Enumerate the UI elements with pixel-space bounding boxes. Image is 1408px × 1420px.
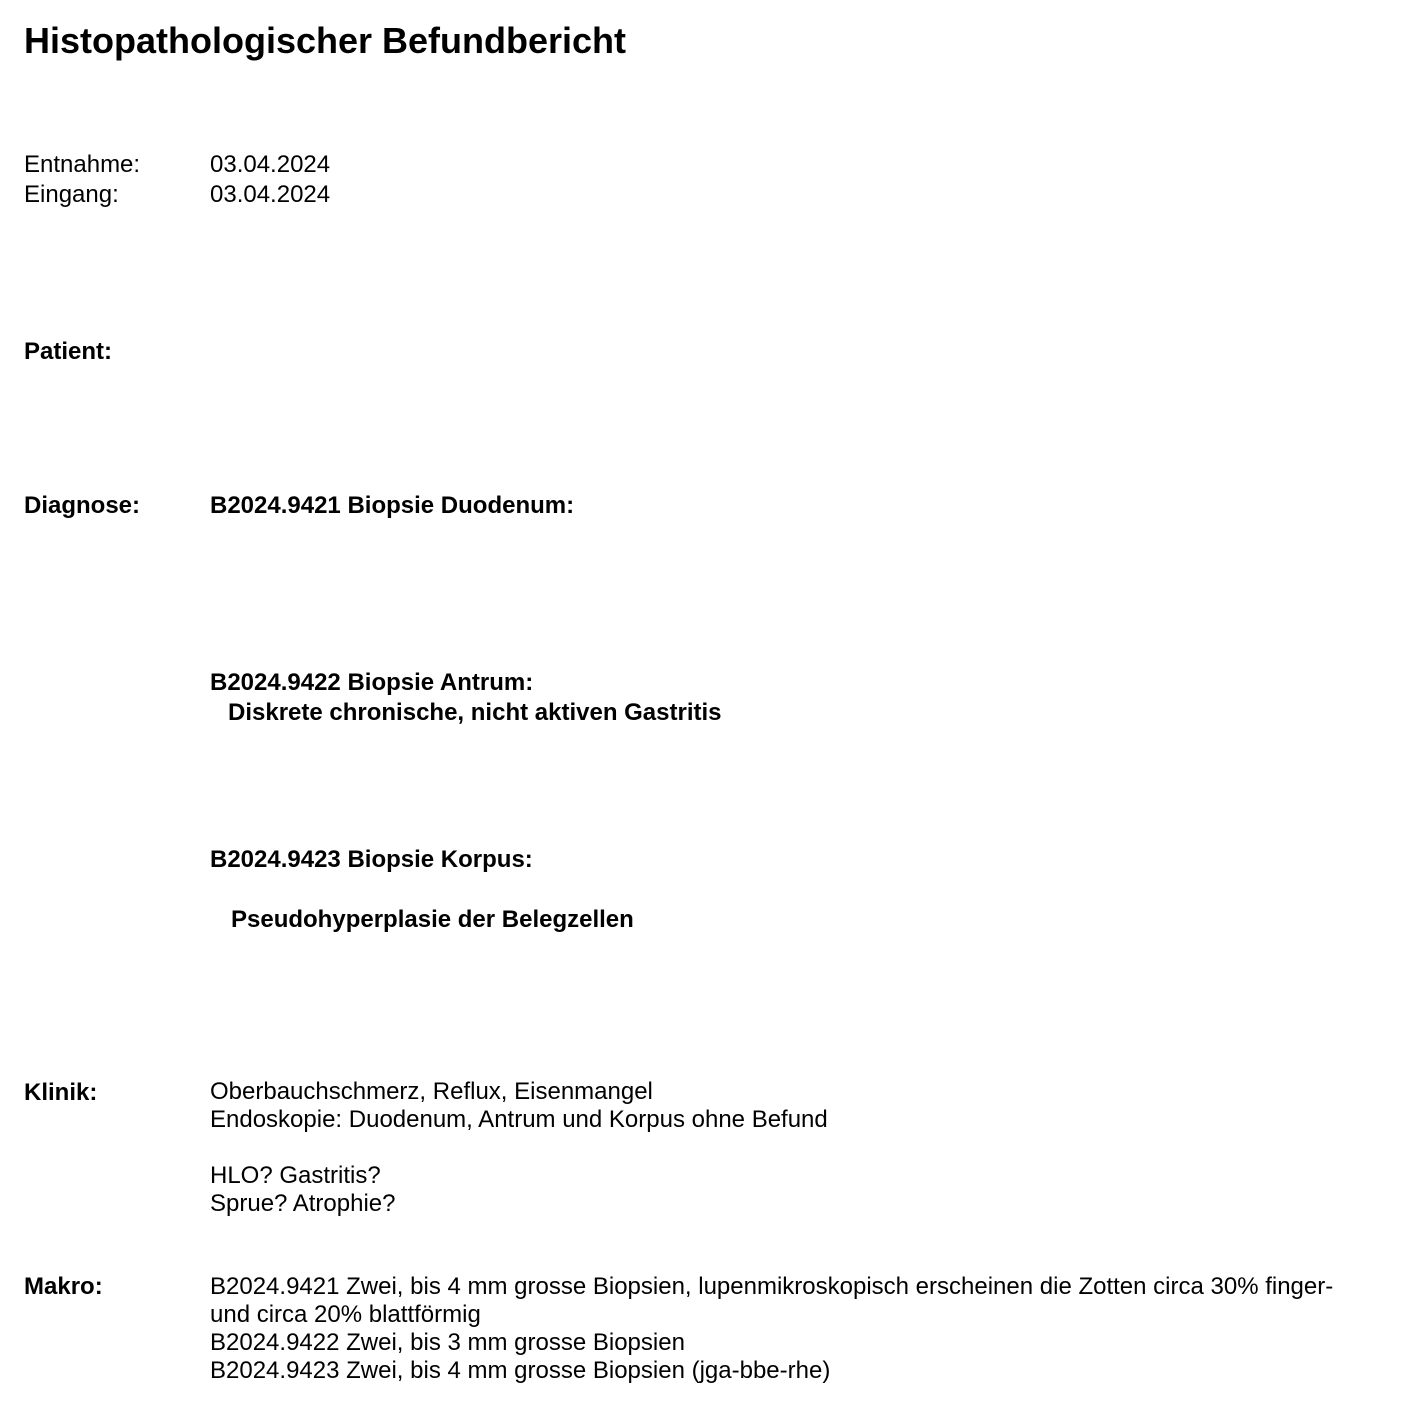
makro-line: B2024.9423 Zwei, bis 4 mm grosse Biopsien (jga-bbe-rhe) — [210, 1357, 831, 1384]
klinik-line: Endoskopie: Duodenum, Antrum und Korpus ohne Befund — [210, 1106, 828, 1133]
makro-line: und circa 20% blattförmig — [210, 1301, 481, 1328]
entnahme-value: 03.04.2024 — [210, 151, 331, 178]
diagnose-heading-korpus: B2024.9423 Biopsie Korpus: — [210, 846, 533, 873]
klinik-line: Oberbauchschmerz, Reflux, Eisenmangel — [210, 1078, 653, 1105]
diagnose-text-korpus: Pseudohyperplasie der Belegzellen — [231, 906, 634, 933]
makro-line: B2024.9422 Zwei, bis 3 mm grosse Biopsien — [210, 1329, 685, 1356]
eingang-label: Eingang: — [24, 181, 119, 208]
klinik-line: Sprue? Atrophie? — [210, 1190, 396, 1217]
diagnose-heading-duodenum: B2024.9421 Biopsie Duodenum: — [210, 492, 575, 519]
makro-line: B2024.9421 Zwei, bis 4 mm grosse Biopsien, lupenmikroskopisch erscheinen die Zotten circa 30% finger- — [210, 1273, 1334, 1300]
entnahme-label: Entnahme: — [24, 151, 141, 178]
diagnose-heading-antrum: B2024.9422 Biopsie Antrum: — [210, 669, 534, 696]
klinik-line: HLO? Gastritis? — [210, 1162, 381, 1189]
eingang-value: 03.04.2024 — [210, 181, 331, 208]
diagnose-text-antrum: Diskrete chronische, nicht aktiven Gastritis — [228, 699, 722, 726]
patient-label: Patient: — [24, 338, 113, 365]
klinik-label: Klinik: — [24, 1079, 98, 1106]
diagnose-label: Diagnose: — [24, 492, 141, 519]
makro-label: Makro: — [24, 1273, 103, 1300]
page-title: Histopathologischer Befundbericht — [24, 20, 627, 61]
